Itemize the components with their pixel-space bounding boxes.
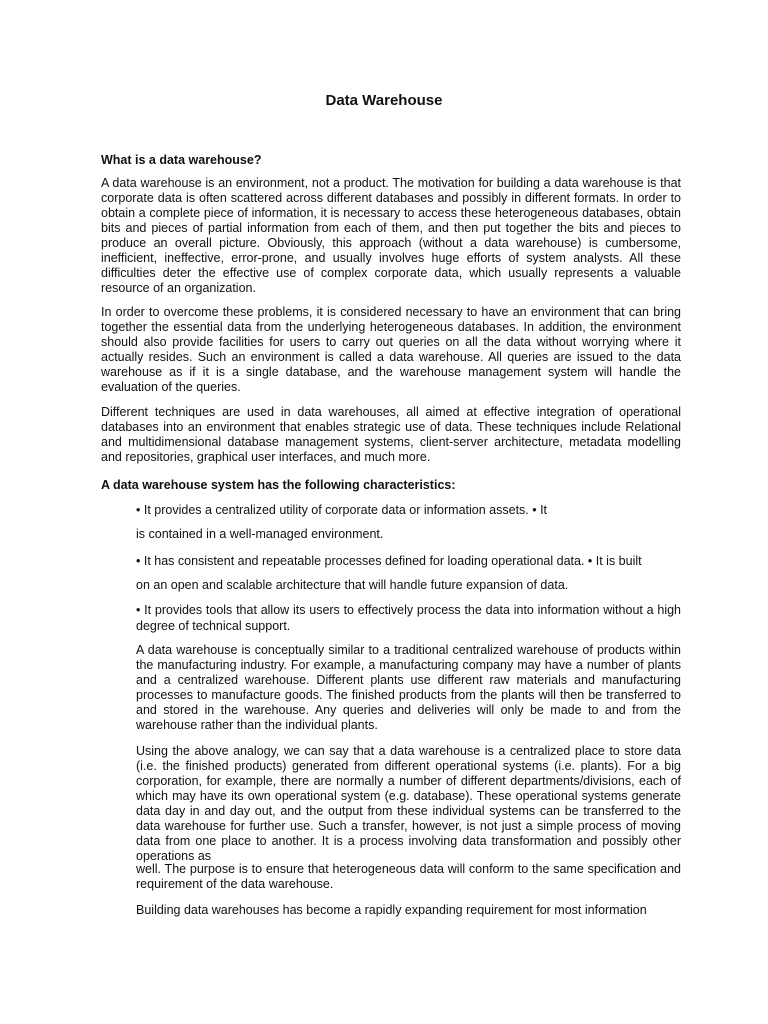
paragraph-building: Building data warehouses has become a rapidly expanding requirement for most information (136, 903, 647, 917)
bullet-line: is contained in a well-managed environment. (136, 527, 384, 541)
bullet-line: • It provides a centralized utility of corporate data or information assets. • It (136, 503, 548, 517)
bullet-line: • It provides tools that allow its users to effectively process the data into information without a high degree of technical support. (136, 603, 681, 633)
paragraph-definition: A data warehouse is an environment, not a product. The motivation for building a data warehouse is that corporate data is often scattered across different databases and possibly in different formats. In order to obtain a complete piece of information, it is necessary to access these heterogeneous databases, obtain bits and pieces of partial information from each of them, and then put together the bits and pieces to produce an overall picture. Obviously, this approach (without a data warehouse) is cumbersome, inefficient, ineffective, error-prone, and usually involves huge efforts of system analysts. All these difficulties deter the effective use of complex corporate data, which usually represents a valuable resource of an organization. (101, 176, 681, 295)
section-heading-what-is: What is a data warehouse? (101, 153, 262, 167)
paragraph-purpose: well. The purpose is to ensure that heterogeneous data will conform to the same specification and requirement of the data warehouse. (136, 862, 681, 891)
section-heading-characteristics: A data warehouse system has the following characteristics: (101, 478, 456, 492)
paragraph-analogy: A data warehouse is conceptually similar to a traditional centralized warehouse of products within the manufacturing industry. For example, a manufacturing company may have a number of plants and a centralized warehouse. Different plants use different raw materials and manufacturing processes to manufacture goods. The finished products from the plants will then be transferred to and stored in the warehouse. Any queries and deliveries will only be made to and from the warehouse rather than the individual plants. (136, 643, 681, 732)
bullet-line: • It has consistent and repeatable processes defined for loading operational data. • It is built (136, 554, 642, 568)
paragraph-centralized-place: Using the above analogy, we can say that a data warehouse is a centralized place to store data (i.e. the finished products) generated from different operational systems (i.e. plants). For a big corporation, for example, there are normally a number of different departments/divisions, each of which may have its own operational system (e.g. database). These operational systems generate data day in and day out, and the output from these individual systems can be transferred to the data warehouse for further use. Such a transfer, however, is not just a simple process of moving data from one place to another. It is a process involving data transformation and possibly other operations as (136, 744, 681, 863)
page-title: Data Warehouse (325, 92, 443, 109)
bullet-line: on an open and scalable architecture that will handle future expansion of data. (136, 578, 569, 592)
paragraph-overcome-problems: In order to overcome these problems, it is considered necessary to have an environment that can bring together the essential data from the underlying heterogeneous databases. In addition, the environment should also provide facilities for users to carry out queries on all the data without worrying where it actually resides. Such an environment is called a data warehouse. All queries are issued to the data warehouse as if it is a single database, and the warehouse management system will handle the evaluation of the queries. (101, 305, 681, 394)
paragraph-techniques: Different techniques are used in data warehouses, all aimed at effective integration of operational databases into an environment that enables strategic use of data. These techniques include Relational and multidimensional database management systems, client-server architecture, metadata modelling and repositories, graphical user interfaces, and much more. (101, 405, 681, 464)
